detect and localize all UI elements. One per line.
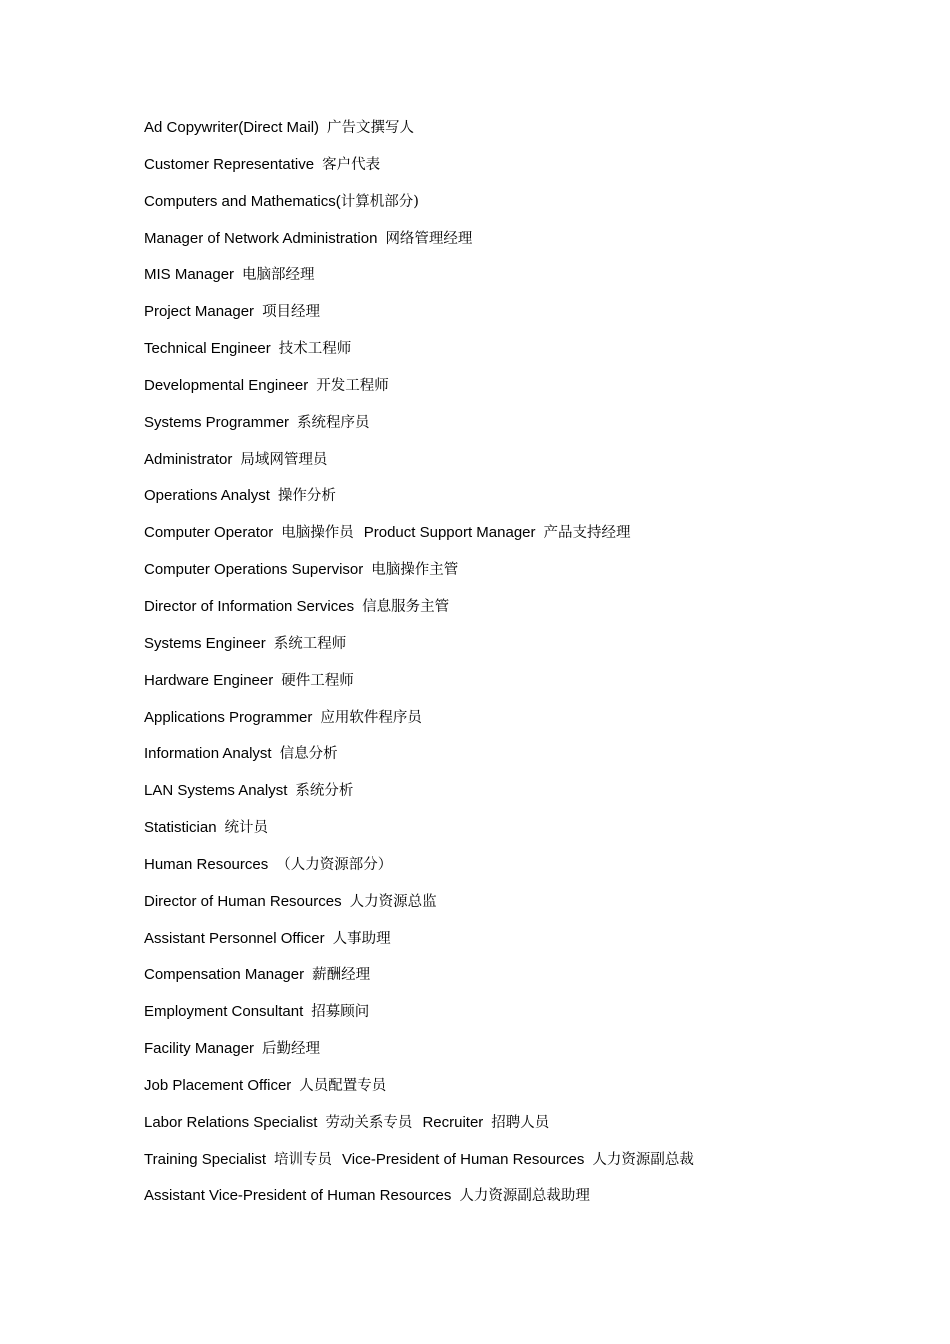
list-item xyxy=(144,1185,924,1222)
job-title-english: Systems Programmer xyxy=(144,413,290,431)
job-title-english: Systems Engineer xyxy=(144,634,266,652)
job-title-english: Job Placement Officer xyxy=(144,1076,292,1094)
job-title-chinese: 人员配置专员 xyxy=(299,1077,387,1094)
list-item xyxy=(144,191,924,228)
job-title-chinese: 产品支持经理 xyxy=(543,525,631,542)
job-title-english: Hardware Engineer xyxy=(144,671,274,689)
list-item xyxy=(144,375,924,412)
job-title-english: Vice-President of Human Resources xyxy=(342,1150,585,1168)
job-title-chinese: 系统分析 xyxy=(295,783,354,800)
list-item xyxy=(144,964,924,1001)
list-item xyxy=(144,1149,924,1186)
job-title-english: Assistant Vice-President of Human Resources xyxy=(144,1187,452,1205)
job-title-chinese: 系统程序员 xyxy=(297,414,370,431)
job-title-chinese: 客户代表 xyxy=(322,156,381,173)
list-item xyxy=(144,338,924,375)
list-item xyxy=(144,412,924,449)
job-title-english: Technical Engineer xyxy=(144,340,271,358)
list-item xyxy=(144,559,924,596)
list-item xyxy=(144,154,924,191)
job-title-english: Product Support Manager xyxy=(363,524,536,542)
job-title-chinese: 劳动关系专员 xyxy=(325,1114,413,1131)
job-title-english: Human Resources xyxy=(144,855,269,873)
job-title-chinese: 人力资源总监 xyxy=(349,893,437,910)
job-title-english: Developmental Engineer xyxy=(144,376,309,394)
job-title-english: Applications Programmer xyxy=(144,708,313,726)
job-title-english: Labor Relations Specialist xyxy=(144,1113,318,1131)
list-item xyxy=(144,670,924,707)
job-title-english: Employment Consultant xyxy=(144,1003,304,1021)
list-item xyxy=(144,1112,924,1149)
job-title-english: Director of Human Resources xyxy=(144,892,342,910)
job-title-english: Director of Information Services xyxy=(144,597,355,615)
job-title-english: Training Specialist xyxy=(144,1150,266,1168)
job-title-chinese: 人力资源副总裁 xyxy=(592,1151,694,1168)
list-item xyxy=(144,449,924,486)
job-title-chinese: 网络管理经理 xyxy=(385,230,473,247)
job-title-english: Assistant Personnel Officer xyxy=(144,929,325,947)
job-title-chinese: 计算机部分) xyxy=(340,193,419,210)
job-title-chinese: 统计员 xyxy=(224,820,269,837)
list-item xyxy=(144,117,924,154)
job-title-chinese: 开发工程师 xyxy=(316,377,389,394)
list-item xyxy=(144,596,924,633)
job-title-chinese: 招聘人员 xyxy=(491,1114,550,1131)
job-title-chinese: 系统工程师 xyxy=(273,635,347,652)
job-title-chinese: 信息分析 xyxy=(279,746,338,763)
list-item xyxy=(144,780,924,817)
list-item xyxy=(144,928,924,965)
job-title-chinese: 人事助理 xyxy=(332,930,391,947)
job-title-english: Computer Operator xyxy=(144,524,274,542)
list-item xyxy=(144,1001,924,1038)
job-title-english: LAN Systems Analyst xyxy=(144,782,288,800)
job-title-chinese: 电脑部经理 xyxy=(242,267,315,284)
job-title-chinese: 操作分析 xyxy=(277,488,336,505)
list-item xyxy=(144,522,924,559)
job-title-chinese: 局域网管理员 xyxy=(240,451,328,468)
list-item xyxy=(144,891,924,928)
job-title-chinese: 培训专员 xyxy=(274,1151,332,1168)
job-title-chinese: 应用软件程序员 xyxy=(320,709,422,726)
list-item xyxy=(144,817,924,854)
job-title-list xyxy=(144,117,924,1222)
job-title-english: Recruiter xyxy=(422,1113,484,1131)
list-item xyxy=(144,1075,924,1112)
job-title-english: Manager of Network Administration xyxy=(144,229,378,247)
job-title-english: Project Manager xyxy=(144,303,255,321)
job-title-chinese: 项目经理 xyxy=(262,304,321,321)
list-item xyxy=(144,1038,924,1075)
job-title-english: Customer Representative xyxy=(144,155,315,173)
job-title-english: Computers and Mathematics( xyxy=(144,192,341,210)
job-title-english: Ad Copywriter(Direct Mail) xyxy=(144,119,320,136)
job-title-chinese: 电脑操作员 xyxy=(281,525,354,542)
job-title-english: Operations Analyst xyxy=(144,487,270,505)
job-title-english: Statistician xyxy=(144,819,217,837)
job-title-chinese: 人力资源副总裁助理 xyxy=(459,1188,590,1205)
job-title-english: Facility Manager xyxy=(144,1040,255,1058)
list-item xyxy=(144,301,924,338)
job-title-chinese: 信息服务主管 xyxy=(362,598,450,615)
list-item xyxy=(144,485,924,522)
job-title-chinese: 招募顾问 xyxy=(311,1004,370,1021)
job-title-english: Computer Operations Supervisor xyxy=(144,561,364,579)
job-title-chinese: 后勤经理 xyxy=(262,1041,321,1058)
job-title-chinese: 硬件工程师 xyxy=(281,672,354,689)
job-title-english: Information Analyst xyxy=(144,745,272,763)
list-item xyxy=(144,743,924,780)
job-title-english: Compensation Manager xyxy=(144,966,305,984)
list-item xyxy=(144,264,924,301)
job-title-chinese: （人力资源部分） xyxy=(276,856,393,873)
list-item xyxy=(144,633,924,670)
list-item xyxy=(144,854,924,891)
job-title-chinese: 电脑操作主管 xyxy=(371,562,459,579)
list-item xyxy=(144,707,924,744)
job-title-chinese: 广告文撰写人 xyxy=(327,120,415,136)
job-title-chinese: 技术工程师 xyxy=(278,341,352,358)
job-title-english: MIS Manager xyxy=(144,266,235,284)
list-item xyxy=(144,228,924,265)
job-title-english: Administrator xyxy=(144,450,233,468)
job-title-chinese: 薪酬经理 xyxy=(312,967,371,984)
